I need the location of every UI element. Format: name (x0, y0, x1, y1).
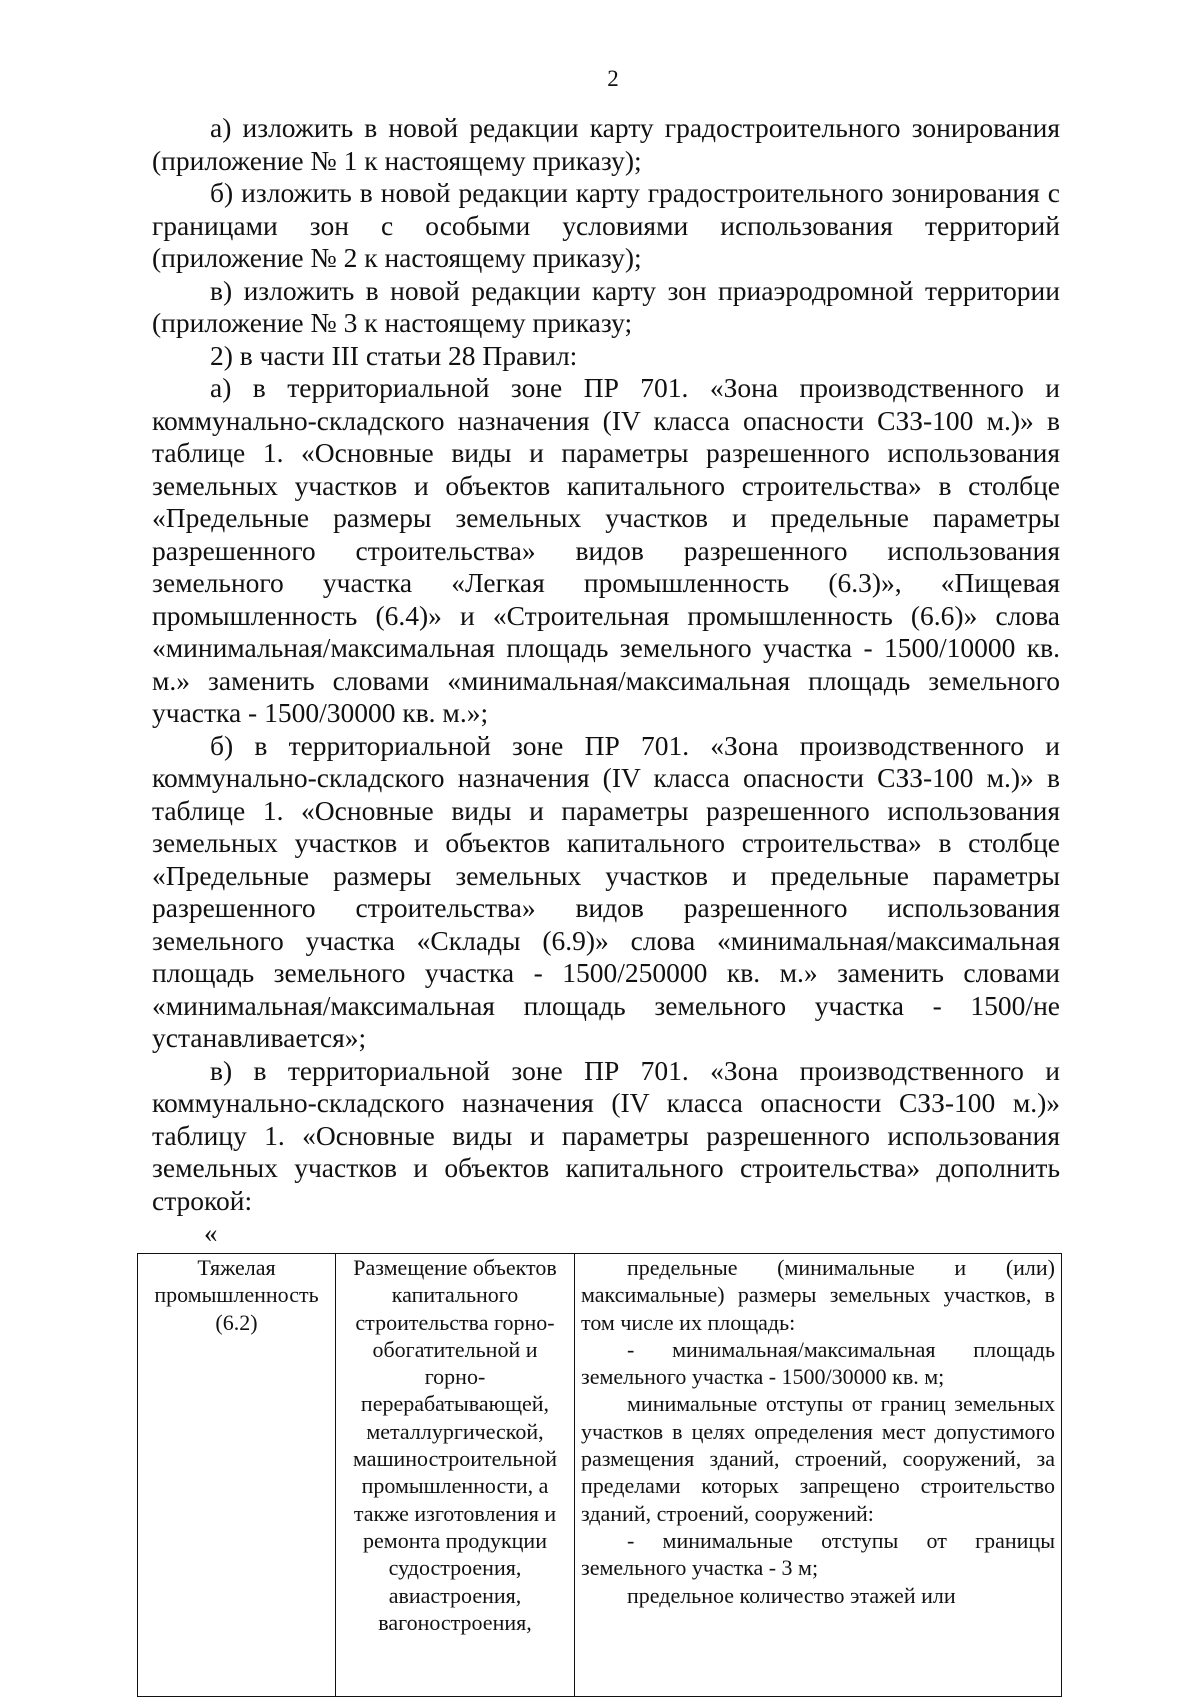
amendment-table (137, 1253, 1062, 1697)
paragraph-2-article-28: 2) в части III статьи 28 Правил: (210, 339, 578, 371)
table-cell-params (575, 1254, 1062, 1697)
paragraph-v-add-row: в) в территориальной зоне ПР 701. «Зона производственного и коммунально-складского назначения (IV класса опасности СЗЗ-100 м.)» таблицу 1. «Основные виды и параметры разрешенного использования земельных участков и объектов капитального строительства» дополнить строкой: (152, 1054, 1060, 1216)
params-line: минимальные отступы от границ земельных участков в целях определения мест допустимого размещения зданий, строений, сооружений, за пределами которых запрещено строительство зданий, строений, сооружений: (581, 1391, 1055, 1526)
paragraph-b-warehouses: б) в территориальной зоне ПР 701. «Зона производственного и коммунально-складского назначения (IV класса опасности СЗЗ-100 м.)» в таблице 1. «Основные виды и параметры разрешенного использования земельных участков и объектов капитального строительства» в столбце «Предельные размеры земельных участков и предельные параметры разрешенного строительства» видов разрешенного использования земельного участка «Склады (6.9)» слова «минимальная/максимальная площадь земельного участка - 1500/250000 кв. м.» заменить словами «минимальная/максимальная площадь земельного участка - 1500/не устанавливается»; (152, 729, 1060, 1053)
paragraph-v-aerodrome-map: в) изложить в новой редакции карту зон приаэродромной территории (приложение № 3 к настоящему приказу; (152, 274, 1060, 338)
table-cell-description: Размещение объектов капитального строительства горно-обогатительной и горно-перерабатывающей, металлургической, машиностроительной промышленности, а также изготовления и ремонта продукции судостроения, авиастроения, вагоностроения, (336, 1254, 575, 1697)
paragraph-b-zoning-map-borders: б) изложить в новой редакции карту градостроительного зонирования с границами зон с особыми условиями использования территорий (приложение № 2 к настоящему приказу); (152, 177, 1060, 273)
table-row (138, 1254, 1062, 1697)
params-line: предельные (минимальные и (или) максимальные) размеры земельных участков, в том числе их площадь: (581, 1255, 1055, 1335)
document-body (152, 112, 1060, 1217)
params-line: - минимальная/максимальная площадь земельного участка - 1500/30000 кв. м; (581, 1336, 1055, 1390)
params-line: предельное количество этажей или (627, 1582, 956, 1608)
page-number: 2 (607, 66, 619, 91)
params-line: - минимальные отступы от границы земельного участка - 3 м; (581, 1527, 1055, 1581)
opening-quote: « (204, 1218, 218, 1248)
table-cell-type: Тяжелая промышленность (6.2) (138, 1254, 336, 1697)
paragraph-a-light-industry: а) в территориальной зоне ПР 701. «Зона производственного и коммунально-складского назначения (IV класса опасности СЗЗ-100 м.)» в таблице 1. «Основные виды и параметры разрешенного использования земельных участков и объектов капитального строительства» в столбце «Предельные размеры земельных участков и предельные параметры разрешенного строительства» видов разрешенного использования земельного участка «Легкая промышленность (6.3)», «Пищевая промышленность (6.4)» и «Строительная промышленность (6.6)» слова «минимальная/максимальная площадь земельного участка - 1500/10000 кв. м.» заменить словами «минимальная/максимальная площадь земельного участка - 1500/30000 кв. м.»; (152, 372, 1060, 728)
paragraph-a-zoning-map: а) изложить в новой редакции карту градостроительного зонирования (приложение № 1 к настоящему приказу); (152, 112, 1060, 176)
